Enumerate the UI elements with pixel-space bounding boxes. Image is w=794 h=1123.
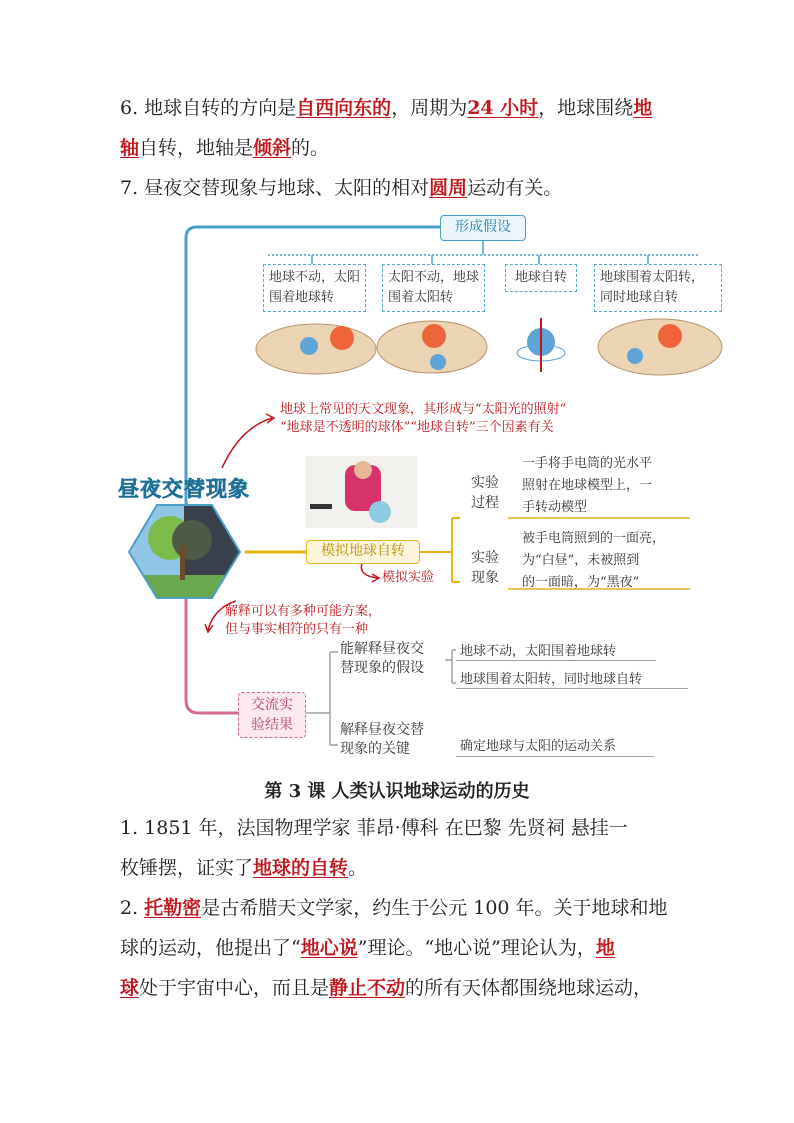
text: 7. 昼夜交替现象与地球、太阳的相对 (120, 177, 430, 199)
center-label: 昼夜交替现象 (118, 476, 250, 501)
answer: 自西向东的 (296, 97, 392, 119)
item-1-answer-1: 地球不动，太阳围着地球转 (460, 644, 617, 659)
text: 2. (120, 897, 145, 919)
hypothesis-header: 形成假设 (440, 215, 526, 241)
item-2-label-l2: 现象的关键 (340, 741, 410, 757)
item-2-label-l1: 解释昼夜交替 (340, 722, 424, 738)
hypothesis-illustration-3 (517, 318, 565, 372)
text: 是古希腊天文学家，约生于公元 100 年。关于地球和地 (201, 897, 668, 919)
item-1-label-l1: 能解释昼夜交 (340, 641, 424, 657)
hypothesis-box-4: 地球围着太阳转，同时地球自转 (594, 264, 722, 312)
hypothesis-illustration-4 (598, 319, 722, 375)
exp-process-l1: 一手将手电筒的光水平 (522, 456, 653, 471)
answer: 球 (120, 977, 140, 999)
answer: 静止不动 (329, 977, 406, 999)
exchange-results-header (238, 692, 306, 738)
hypothesis-illustration-1 (256, 324, 376, 374)
tree-day-night-image (125, 500, 245, 605)
text: 自转，地轴是 (139, 137, 254, 159)
text: ，地球围绕 (538, 97, 634, 119)
note-2-line-1: 解释可以有多种可能方案， (225, 604, 382, 619)
note-1-line-1: 地球上常见的天文现象，其形成与“太阳光的照射” (280, 402, 567, 417)
answer: 轴 (120, 137, 140, 159)
hypothesis-box-1: 地球不动，太阳围着地球转 (263, 264, 366, 312)
text: ”理论。“地心说”理论认为， (357, 937, 596, 959)
hypothesis-box-3: 地球自转 (505, 264, 577, 292)
text: 球的运动，他提出了“ (120, 937, 301, 959)
answer-underline (456, 660, 656, 661)
answer: 圆周 (429, 177, 468, 199)
exp-result-l3: 的一面暗，为“黑夜” (522, 575, 640, 590)
text: ，周期为 (391, 97, 468, 119)
exp-process-l3: 手转动模型 (522, 500, 588, 515)
hypothesis-illustration-2 (377, 321, 487, 373)
answer: 地 (595, 937, 615, 959)
note-1-line-2: “地球是不透明的球体”“地球自转”三个因素有关 (280, 420, 554, 435)
text: 6. 地球自转的方向是 (120, 97, 297, 119)
girl-globe-photo (305, 456, 417, 528)
answer-underline (456, 756, 654, 757)
note-2-line-2: 但与事实相符的只有一种 (225, 622, 369, 637)
simulate-rotation-header: 模拟地球自转 (306, 540, 420, 564)
text: 的。 (291, 137, 330, 159)
item-1-answer-2: 地球围着太阳转，同时地球自转 (460, 672, 643, 687)
exp-process-l2: 照射在地球模型上，一 (522, 478, 653, 493)
lesson-title: 第 3 课 人类认识地球运动的历史 (264, 781, 530, 802)
text: 枚锤摆，证实了 (120, 857, 254, 879)
answer: 地球的自转 (253, 857, 349, 879)
exp-process-label: 实验过程 (471, 475, 499, 511)
answer-underline (456, 688, 688, 689)
answer: 地心说 (300, 937, 358, 959)
text: 的所有天体都围绕地球运动， (405, 977, 653, 999)
exp-result-label: 实验现象 (471, 550, 499, 586)
text: 。 (348, 857, 368, 879)
item-1-label-l2: 替现象的假设 (340, 660, 424, 676)
text: 处于宇宙中心，而且是 (139, 977, 330, 999)
answer: 托勒密 (144, 897, 202, 919)
answer: 24 小时 (467, 97, 539, 119)
hypothesis-box-2: 太阳不动，地球围着太阳转 (382, 264, 485, 312)
header-line-2: 验结果 (251, 717, 293, 733)
answer: 倾斜 (253, 137, 292, 159)
text: 运动有关。 (467, 177, 563, 199)
l3-item-1-line-1: 1. 1851 年，法国物理学家 菲昂·傅科 在巴黎 先贤祠 悬挂一 (120, 817, 628, 839)
l3-item-1-line-2 (120, 857, 367, 879)
item-2-answer: 确定地球与太阳的运动关系 (460, 739, 617, 754)
exp-result-l2: 为“白昼”，未被照到 (522, 553, 640, 568)
l3-item-2-line-1 (120, 897, 668, 919)
header-line-1: 交流实 (251, 697, 293, 713)
simulation-note: 模拟实验 (382, 570, 435, 585)
l3-item-2-line-2 (120, 937, 615, 959)
l3-item-2-line-3 (120, 977, 652, 999)
answer: 地 (633, 97, 653, 119)
exp-result-l1: 被手电筒照到的一面亮， (522, 531, 666, 546)
